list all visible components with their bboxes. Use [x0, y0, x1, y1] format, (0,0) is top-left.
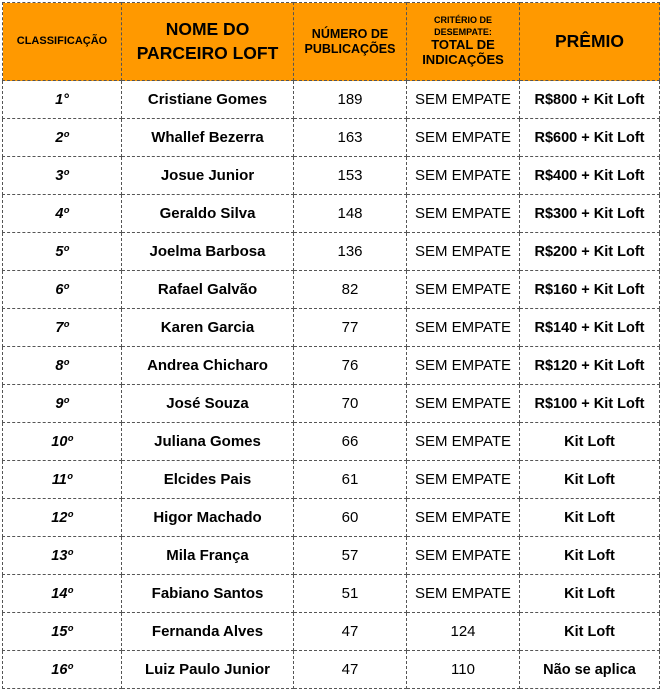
position-cell: 3º	[3, 157, 122, 195]
prize-cell: R$200 + Kit Loft	[520, 233, 660, 271]
prize-cell: R$400 + Kit Loft	[520, 157, 660, 195]
publications-cell: 47	[294, 613, 407, 651]
partner-name-cell: Josue Junior	[122, 157, 294, 195]
partner-name-cell: Luiz Paulo Junior	[122, 651, 294, 689]
position-cell: 11º	[3, 461, 122, 499]
partner-name-cell: Andrea Chicharo	[122, 347, 294, 385]
header-publications	[294, 3, 407, 81]
partner-name-cell: Joelma Barbosa	[122, 233, 294, 271]
publications-cell: 163	[294, 119, 407, 157]
prize-cell: Kit Loft	[520, 575, 660, 613]
prize-cell: R$120 + Kit Loft	[520, 347, 660, 385]
table-row	[3, 385, 660, 423]
table-row	[3, 537, 660, 575]
table-row	[3, 157, 660, 195]
position-cell: 14º	[3, 575, 122, 613]
position-cell: 12º	[3, 499, 122, 537]
prize-cell: R$800 + Kit Loft	[520, 81, 660, 119]
tiebreak-cell: SEM EMPATE	[407, 81, 520, 119]
table-row	[3, 233, 660, 271]
publications-cell: 66	[294, 423, 407, 461]
table-row	[3, 423, 660, 461]
position-cell: 10º	[3, 423, 122, 461]
partner-name-cell: Cristiane Gomes	[122, 81, 294, 119]
publications-cell: 148	[294, 195, 407, 233]
publications-cell: 189	[294, 81, 407, 119]
publications-cell: 61	[294, 461, 407, 499]
table-row	[3, 613, 660, 651]
position-cell: 7º	[3, 309, 122, 347]
partner-name-cell: Mila França	[122, 537, 294, 575]
tiebreak-cell: SEM EMPATE	[407, 119, 520, 157]
partner-name-cell: José Souza	[122, 385, 294, 423]
prize-cell: R$160 + Kit Loft	[520, 271, 660, 309]
tiebreak-cell: SEM EMPATE	[407, 423, 520, 461]
header-tiebreak-caption-line1: CRITÉRIO DE	[433, 14, 492, 25]
publications-cell: 57	[294, 537, 407, 575]
position-cell: 15º	[3, 613, 122, 651]
header-prize	[520, 3, 660, 81]
table-row	[3, 309, 660, 347]
table-row	[3, 499, 660, 537]
tiebreak-cell: SEM EMPATE	[407, 309, 520, 347]
header-classification	[3, 3, 122, 81]
tiebreak-cell: SEM EMPATE	[407, 195, 520, 233]
position-cell: 4º	[3, 195, 122, 233]
position-cell: 9º	[3, 385, 122, 423]
table-row	[3, 195, 660, 233]
prize-cell: Não se aplica	[520, 651, 660, 689]
publications-cell: 70	[294, 385, 407, 423]
header-publications-line2: PUBLICAÇÕES	[304, 41, 396, 56]
header-partner-name	[122, 3, 294, 81]
partner-name-cell: Juliana Gomes	[122, 423, 294, 461]
prize-cell: R$140 + Kit Loft	[520, 309, 660, 347]
partner-name-cell: Fernanda Alves	[122, 613, 294, 651]
header-partner-name-line2: PARCEIRO LOFT	[136, 42, 279, 63]
position-cell: 1°	[3, 81, 122, 119]
publications-cell: 153	[294, 157, 407, 195]
header-tiebreak-caption-line2: DESEMPATE:	[434, 26, 492, 37]
table-row	[3, 461, 660, 499]
tiebreak-cell: 110	[407, 651, 520, 689]
partner-name-cell: Elcides Pais	[122, 461, 294, 499]
publications-cell: 136	[294, 233, 407, 271]
publications-cell: 77	[294, 309, 407, 347]
tiebreak-cell: 124	[407, 613, 520, 651]
prize-cell: Kit Loft	[520, 499, 660, 537]
header-partner-name-line1: NOME DO	[165, 18, 250, 39]
tiebreak-cell: SEM EMPATE	[407, 385, 520, 423]
table-row	[3, 271, 660, 309]
prize-cell: Kit Loft	[520, 537, 660, 575]
publications-cell: 60	[294, 499, 407, 537]
position-cell: 5º	[3, 233, 122, 271]
tiebreak-cell: SEM EMPATE	[407, 499, 520, 537]
table-row	[3, 651, 660, 689]
header-publications-line1: NÚMERO DE	[311, 27, 389, 42]
header-tiebreak	[407, 3, 520, 81]
ranking-table	[2, 2, 660, 689]
table-header	[3, 3, 660, 81]
header-tiebreak-line1: TOTAL DE	[431, 37, 495, 53]
tiebreak-cell: SEM EMPATE	[407, 461, 520, 499]
prize-cell: Kit Loft	[520, 423, 660, 461]
prize-cell: R$600 + Kit Loft	[520, 119, 660, 157]
header-classification-label: CLASSIFICAÇÃO	[16, 35, 108, 48]
header-tiebreak-line2: INDICAÇÕES	[422, 52, 504, 68]
table-row	[3, 347, 660, 385]
position-cell: 16º	[3, 651, 122, 689]
position-cell: 13º	[3, 537, 122, 575]
position-cell: 8º	[3, 347, 122, 385]
partner-name-cell: Higor Machado	[122, 499, 294, 537]
partner-name-cell: Whallef Bezerra	[122, 119, 294, 157]
prize-cell: Kit Loft	[520, 613, 660, 651]
publications-cell: 82	[294, 271, 407, 309]
partner-name-cell: Geraldo Silva	[122, 195, 294, 233]
partner-name-cell: Fabiano Santos	[122, 575, 294, 613]
prize-cell: Kit Loft	[520, 461, 660, 499]
header-prize-label: PRÊMIO	[554, 31, 625, 52]
partner-name-cell: Karen Garcia	[122, 309, 294, 347]
position-cell: 2º	[3, 119, 122, 157]
prize-cell: R$300 + Kit Loft	[520, 195, 660, 233]
publications-cell: 47	[294, 651, 407, 689]
tiebreak-cell: SEM EMPATE	[407, 157, 520, 195]
table-row	[3, 575, 660, 613]
partner-name-cell: Rafael Galvão	[122, 271, 294, 309]
header-row	[3, 3, 660, 81]
publications-cell: 51	[294, 575, 407, 613]
tiebreak-cell: SEM EMPATE	[407, 575, 520, 613]
publications-cell: 76	[294, 347, 407, 385]
tiebreak-cell: SEM EMPATE	[407, 233, 520, 271]
table-body	[3, 81, 660, 689]
tiebreak-cell: SEM EMPATE	[407, 347, 520, 385]
table-row	[3, 81, 660, 119]
tiebreak-cell: SEM EMPATE	[407, 271, 520, 309]
tiebreak-cell: SEM EMPATE	[407, 537, 520, 575]
prize-cell: R$100 + Kit Loft	[520, 385, 660, 423]
table-row	[3, 119, 660, 157]
position-cell: 6º	[3, 271, 122, 309]
